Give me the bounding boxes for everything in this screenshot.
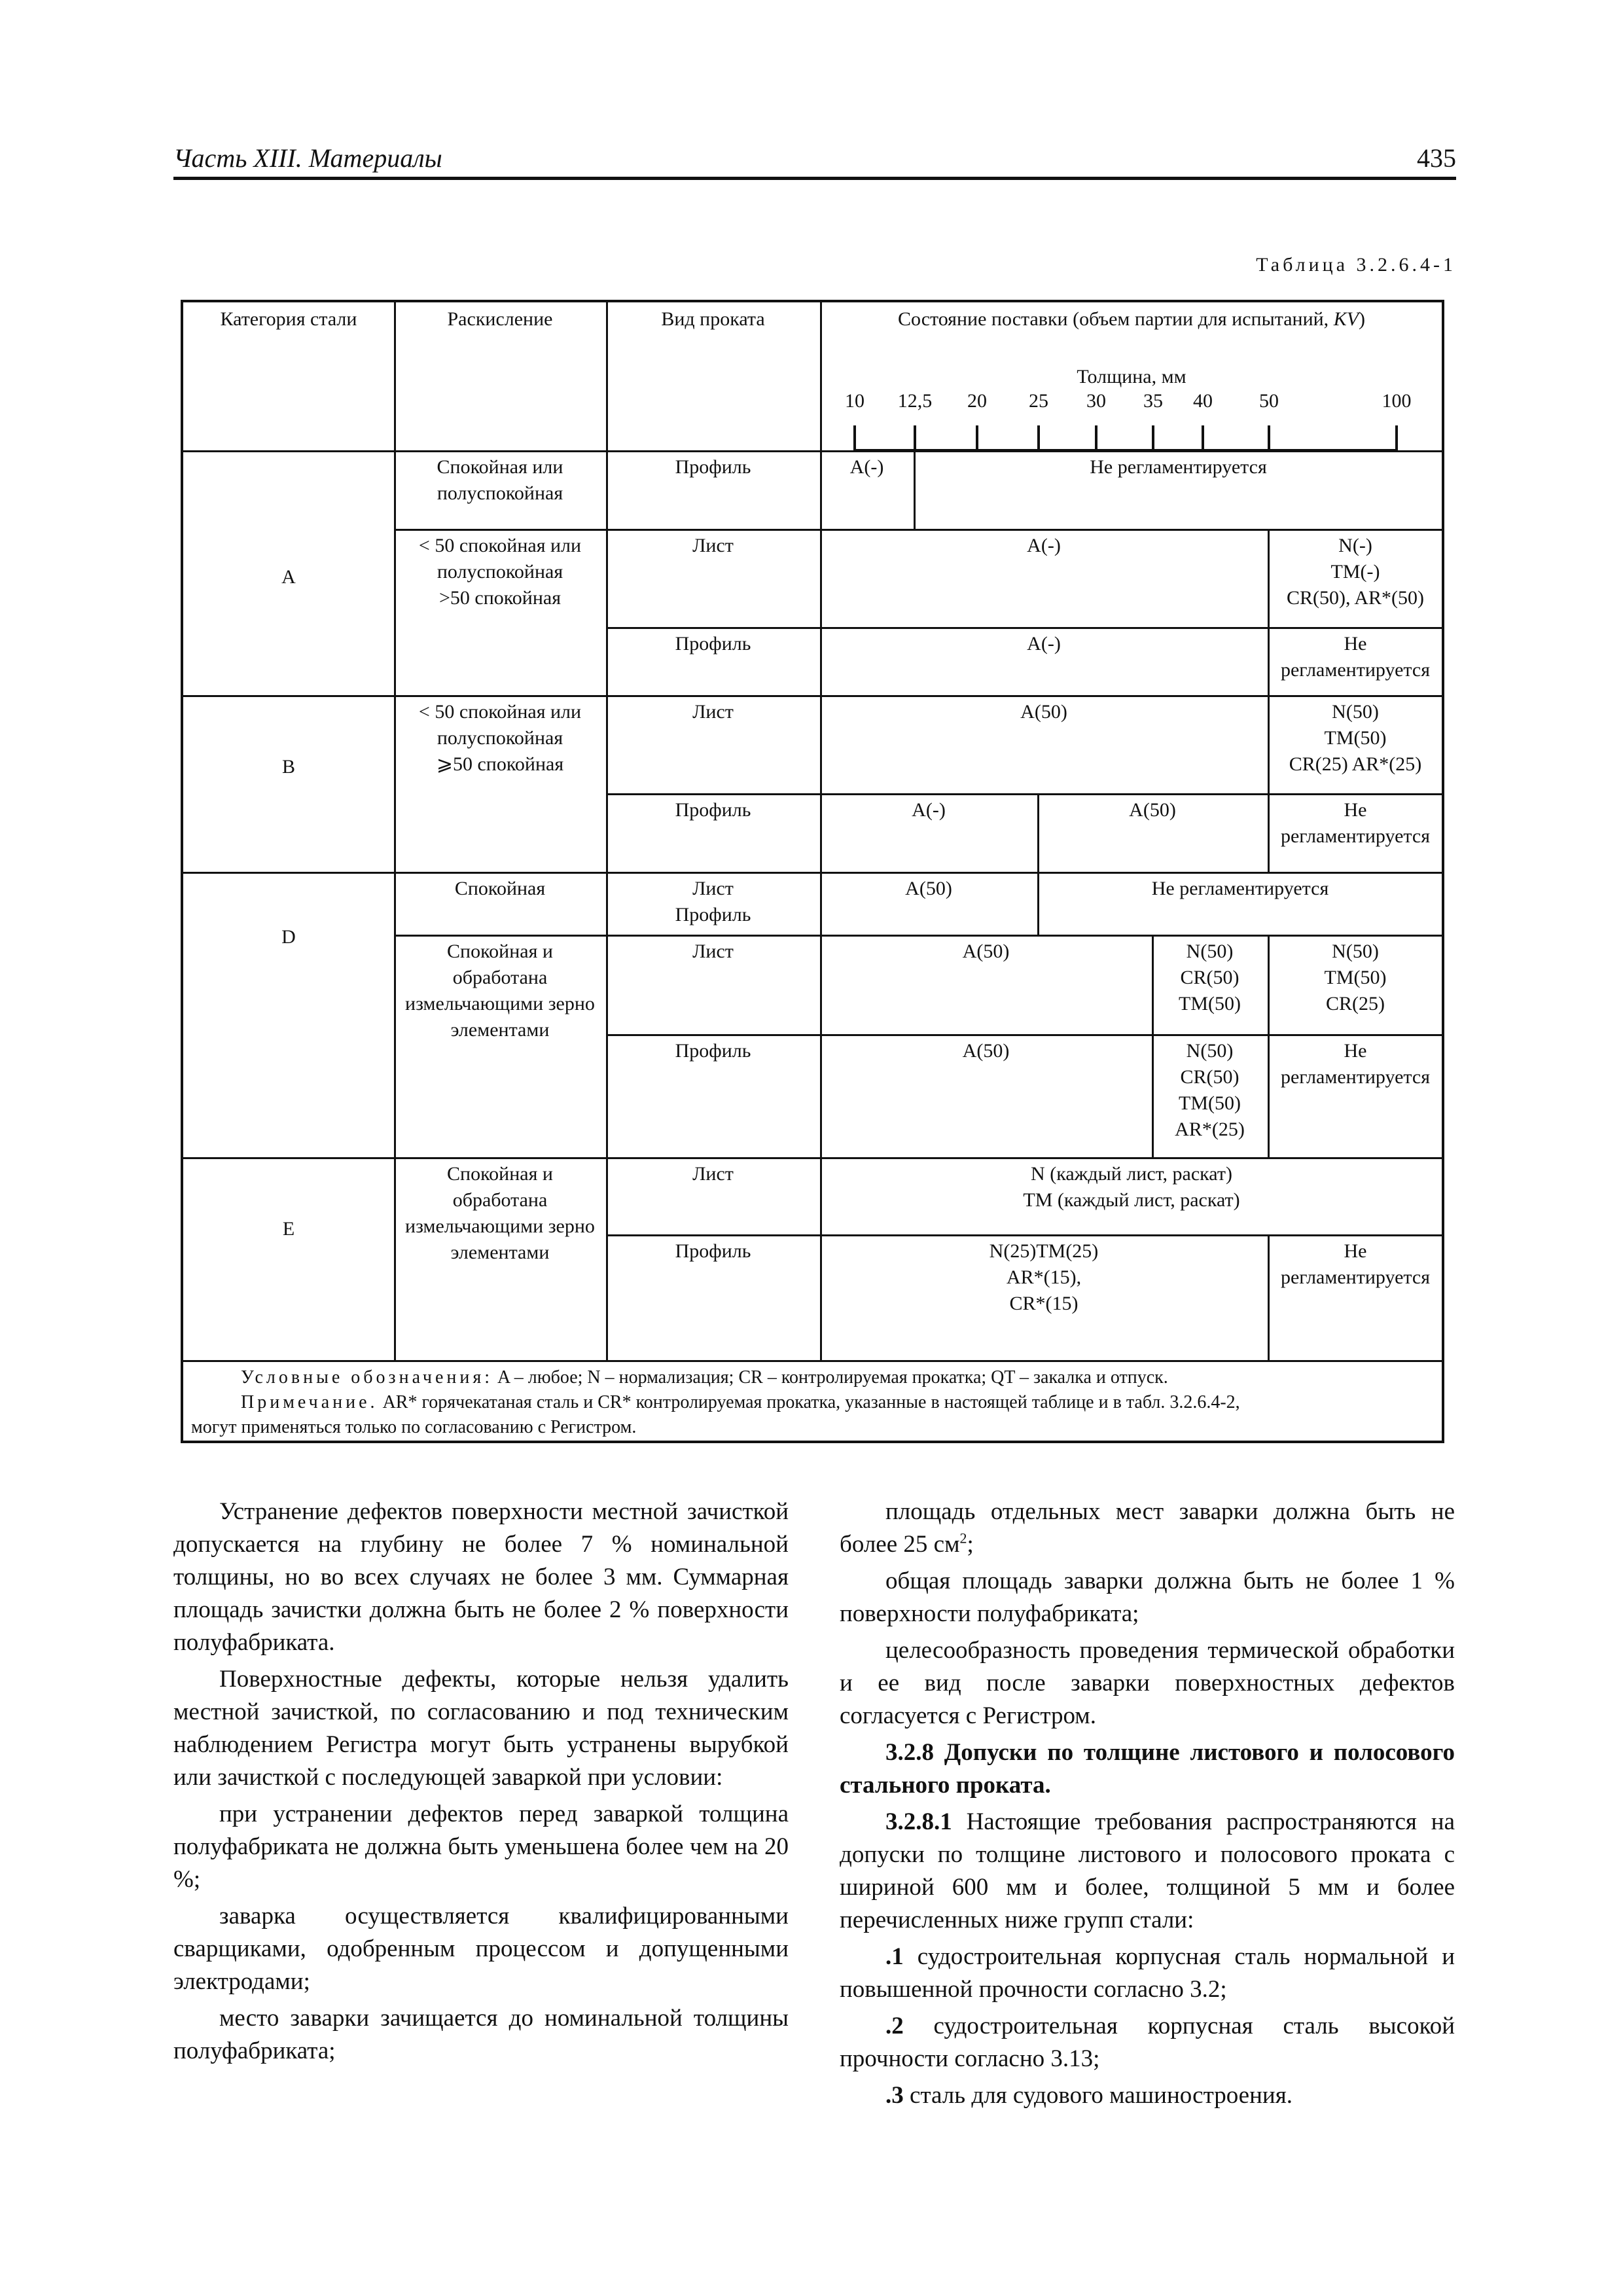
d-r1-c2: Не регламентируется <box>1151 878 1329 899</box>
list-number-1: .1 <box>885 1943 904 1970</box>
b-product-1: Лист <box>692 701 734 723</box>
cell-line: TM (каждый лист, раскат) <box>1023 1189 1240 1211</box>
a-r2-c2 <box>1268 533 1443 611</box>
cell-line: N(-) <box>1338 535 1372 556</box>
thickness-tick-label: 40 <box>1193 390 1213 412</box>
page-number: 435 <box>1417 143 1456 173</box>
right-paragraph-5 <box>840 1941 1455 2006</box>
left-paragraph-4: заварка осуществляется квалифицированными сварщиками, одобренным процессом и допущенными электродами; <box>173 1903 789 1995</box>
category-e: E <box>282 1218 295 1240</box>
cell-line: регламентируется <box>1280 825 1431 847</box>
right-p1-sup: 2 <box>959 1530 967 1547</box>
left-paragraph-5: место заварки зачищается до номинальной толщины полуфабриката; <box>173 2005 789 2064</box>
cell-line: Профиль <box>675 904 751 925</box>
e-product-1: Лист <box>692 1163 734 1185</box>
clause-number-3-2-8-1: 3.2.8.1 <box>885 1808 952 1835</box>
cell-line: TM(50) <box>1179 1092 1241 1114</box>
cell-line: CR(50), AR*(50) <box>1287 587 1424 609</box>
list-number-3: .3 <box>885 2082 904 2109</box>
cell-line: AR*(25) <box>1175 1119 1245 1140</box>
steel-supply-table <box>181 300 1444 1443</box>
category-b: B <box>281 756 295 778</box>
thickness-tick-mark <box>1095 425 1097 450</box>
cell-line: CR(50) <box>1180 967 1240 988</box>
cell-line: элементами <box>450 1019 550 1041</box>
right-paragraph-4 <box>840 1806 1455 1937</box>
running-title: Часть XIII. Материалы <box>173 143 442 173</box>
b-r2-c1: A(-) <box>912 799 946 821</box>
cell-line: N (каждый лист, раскат) <box>1031 1163 1232 1185</box>
cell-line: Лист <box>692 878 734 899</box>
thickness-tick-label: 20 <box>967 390 987 412</box>
right-p1-text: площадь отдельных мест заварки должна быть не более 25 см <box>840 1498 1455 1558</box>
e-deox <box>394 1161 606 1266</box>
cell-line: ⩾50 спокойная <box>436 753 564 775</box>
left-column <box>173 1496 789 2072</box>
cell-line: N(50) <box>1186 941 1234 962</box>
d-r3-c1: A(50) <box>962 1040 1010 1062</box>
cell-line: AR*(15), <box>1006 1266 1082 1288</box>
d-product-1 <box>606 876 820 928</box>
legend-note-cont: могут применяться только по согласованию с Регистром. <box>191 1417 637 1437</box>
table-caption: Таблица 3.2.6.4-1 <box>1256 254 1456 276</box>
left-paragraph-3: при устранении дефектов перед заваркой толщина полуфабриката не должна быть уменьшена более чем на 20 %; <box>173 1801 789 1893</box>
cell-line: CR(25) AR*(25) <box>1289 753 1422 775</box>
thickness-tick-label: 35 <box>1143 390 1163 412</box>
cell-line: обработана <box>452 1189 548 1211</box>
cell-line: Спокойная или <box>437 456 563 478</box>
d-r2-c1: A(50) <box>962 941 1010 962</box>
right-p1-end: ; <box>967 1531 974 1558</box>
row-sep-e1 <box>606 1234 1443 1236</box>
a-r1-c1: A(-) <box>849 456 884 478</box>
cell-line: N(50) <box>1332 941 1379 962</box>
e-product-2: Профиль <box>675 1240 751 1262</box>
d-product-2: Лист <box>692 941 734 962</box>
e-r2-c1 <box>820 1238 1268 1317</box>
thickness-tick-mark <box>976 425 978 450</box>
cell-line: CR*(15) <box>1009 1293 1079 1314</box>
d-r3-c3 <box>1268 1038 1443 1090</box>
d-product-3: Профиль <box>675 1040 751 1062</box>
thickness-tick-label: 12,5 <box>897 390 933 412</box>
cell-line: полуспокойная <box>437 482 563 504</box>
thickness-tick-mark <box>1152 425 1154 450</box>
e-r2-c2 <box>1268 1238 1443 1291</box>
head-product: Вид проката <box>661 308 765 330</box>
thickness-tick-label: 100 <box>1382 390 1412 412</box>
cell-line: полуспокойная <box>437 561 563 583</box>
right-column <box>840 1496 1455 2116</box>
thickness-tick-label: 25 <box>1029 390 1048 412</box>
right-p7-text: сталь для судового машиностроения. <box>903 2082 1293 2109</box>
b-r1-c2 <box>1268 699 1443 778</box>
cell-line: регламентируется <box>1280 1066 1431 1088</box>
cell-line: элементами <box>450 1242 550 1263</box>
legend-note-text: AR* горячекатаная сталь и CR* контролируемая прокатка, указанные в настоящей таблице и в табл. 3.2.6.4-2, <box>378 1392 1240 1412</box>
a-r3-c2 <box>1268 631 1443 683</box>
cell-line: N(50) <box>1186 1040 1234 1062</box>
section-heading-3-2-8: 3.2.8 Допуски по толщине листового и полосового стального проката. <box>840 1739 1455 1799</box>
thickness-tick-mark <box>914 425 916 450</box>
cell-line: Не <box>1344 799 1367 821</box>
row-sep-d2 <box>606 1034 1443 1036</box>
d-r1-c1: A(50) <box>905 878 952 899</box>
d-deox-2 <box>394 939 606 1043</box>
thickness-tick-label: 50 <box>1259 390 1279 412</box>
right-paragraph-3: целесообразность проведения термической обработки и ее вид после заварки поверхностных дефектов согласуется с Регистром. <box>840 1637 1455 1729</box>
left-paragraph-1: Устранение дефектов поверхности местной зачисткой допускается на глубину не более 7 % номинальной толщины, но во всех случаях не более 3 мм. Суммарная площадь зачистки должна быть не более 2 % поверхности полуфабриката. <box>173 1498 789 1656</box>
right-p6-text: судостроительная корпусная сталь высокой прочности согласно 3.13; <box>840 2013 1455 2072</box>
cell-line: Не <box>1344 1240 1367 1262</box>
thickness-tick-label: 10 <box>845 390 865 412</box>
legend-note <box>241 1390 1240 1415</box>
cell-line: Не <box>1344 1040 1367 1062</box>
cell-line: регламентируется <box>1280 659 1431 681</box>
cell-line: Не <box>1344 633 1367 655</box>
head-supply-end: ) <box>1359 308 1366 330</box>
cell-line: TM(50) <box>1324 727 1387 749</box>
right-paragraph-7 <box>840 2079 1455 2112</box>
head-deoxidation: Раскисление <box>447 308 553 330</box>
a-r1-c2: Не регламентируется <box>1090 456 1267 478</box>
right-p4-text: Настоящие требования распространяются на допуски по толщине листового и полосового проката с шириной 600 мм и более, толщиной 5 мм и более перечисленных ниже групп стали: <box>840 1808 1455 1933</box>
cell-line: Спокойная и <box>447 941 553 962</box>
d-r2-c3 <box>1268 939 1443 1017</box>
head-supply <box>820 306 1443 332</box>
legend-symbols-label: Условные обозначения: <box>241 1367 493 1388</box>
d-r3-c2 <box>1152 1038 1268 1143</box>
a-product-1: Профиль <box>675 456 751 478</box>
b-r2-c3 <box>1268 797 1443 850</box>
cell-line: TM(50) <box>1179 993 1241 1014</box>
cell-line: TM(50) <box>1324 967 1387 988</box>
cell-line: измельчающими зерно <box>405 1215 595 1237</box>
cell-line: CR(25) <box>1326 993 1385 1014</box>
sep-b-d <box>183 872 1443 874</box>
thickness-tick-mark <box>1395 425 1398 450</box>
cell-line: Спокойная <box>454 878 546 899</box>
a-product-3: Профиль <box>675 633 751 655</box>
running-header <box>173 143 1456 178</box>
row-sep-a1 <box>394 529 1443 531</box>
head-thickness: Толщина, мм <box>1077 366 1186 387</box>
right-paragraph-2: общая площадь заварки должна быть не более 1 % поверхности полуфабриката; <box>840 1568 1455 1627</box>
sep-legend <box>183 1360 1443 1362</box>
row-sep-d1 <box>394 935 1443 937</box>
header-rule <box>173 177 1456 180</box>
right-p5-text: судостроительная корпусная сталь нормальной и повышенной прочности согласно 3.2; <box>840 1943 1455 2003</box>
d-r2-c2 <box>1152 939 1268 1017</box>
thickness-scale-line <box>853 449 1398 451</box>
cell-line: < 50 спокойная или <box>418 535 582 556</box>
list-number-2: .2 <box>885 2013 904 2039</box>
row-sep-b1 <box>606 793 1443 795</box>
a-deox-2 <box>394 533 606 611</box>
cell-line: TM(-) <box>1330 561 1380 583</box>
d-deox-1 <box>394 876 606 902</box>
cell-line: измельчающими зерно <box>405 993 595 1014</box>
cell-line: регламентируется <box>1280 1266 1431 1288</box>
row-sep-a2 <box>606 627 1443 629</box>
cell-line: N(25)TM(25) <box>989 1240 1099 1262</box>
cell-line: Спокойная и <box>447 1163 553 1185</box>
cell-line: CR(50) <box>1180 1066 1240 1088</box>
thickness-tick-mark <box>1202 425 1204 450</box>
a-product-2: Лист <box>692 535 734 556</box>
left-paragraph-2: Поверхностные дефекты, которые нельзя удалить местной зачисткой, по согласованию и под техническим наблюдением Регистра могут быть устранены вырубкой или зачисткой с последующей заваркой при условии: <box>173 1666 789 1791</box>
right-paragraph-1 <box>840 1496 1455 1561</box>
legend-note-label: Примечание. <box>241 1392 378 1412</box>
category-d: D <box>281 926 296 948</box>
a-r3-c1: A(-) <box>1027 633 1061 655</box>
e-r1-c1 <box>820 1161 1443 1213</box>
a-deox-1 <box>394 454 606 507</box>
legend-symbols <box>241 1365 1168 1390</box>
thickness-tick-mark <box>1268 425 1270 450</box>
thickness-tick-label: 30 <box>1086 390 1106 412</box>
b-r2-c2: A(50) <box>1129 799 1176 821</box>
b-product-2: Профиль <box>675 799 751 821</box>
cell-line: полуспокойная <box>437 727 563 749</box>
head-supply-text: Состояние поставки (объем партии для испытаний, <box>897 308 1334 330</box>
head-category: Категория стали <box>220 308 357 330</box>
right-paragraph-6 <box>840 2010 1455 2075</box>
thickness-tick-mark <box>853 425 856 450</box>
a-r2-c1: A(-) <box>1027 535 1061 556</box>
b-r1-c1: A(50) <box>1020 701 1067 723</box>
thickness-tick-mark <box>1037 425 1040 450</box>
cell-line: >50 спокойная <box>438 587 562 609</box>
head-supply-kv: KV <box>1333 308 1359 330</box>
b-deox <box>394 699 606 778</box>
sep-d-e <box>183 1157 1443 1159</box>
legend-symbols-text: A – любое; N – нормализация; CR – контролируемая прокатка; QT – закалка и отпуск. <box>493 1367 1168 1388</box>
cell-line: < 50 спокойная или <box>418 701 582 723</box>
sep-a-b <box>183 695 1443 697</box>
category-a: A <box>281 566 296 588</box>
cell-line: N(50) <box>1332 701 1379 723</box>
cell-line: обработана <box>452 967 548 988</box>
